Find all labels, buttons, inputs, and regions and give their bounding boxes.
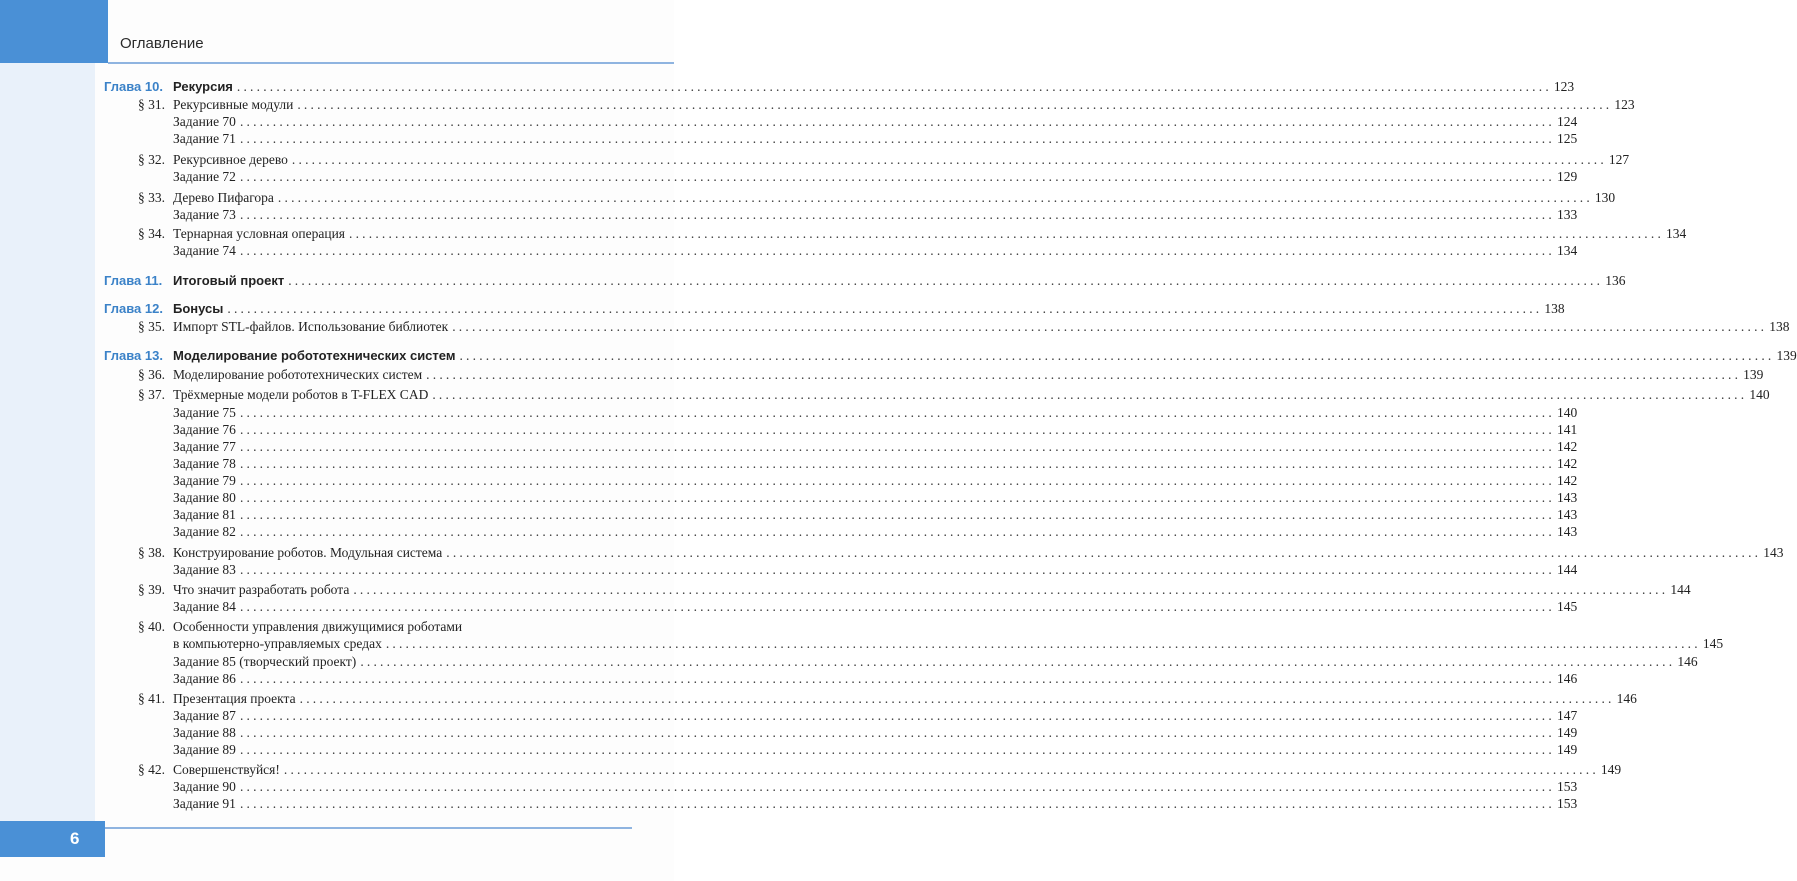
page-reference: 143 [1556, 490, 1578, 505]
entry-title: Задание 75 [173, 405, 236, 420]
entry-title: Особенности управления движущимися роботами [173, 619, 463, 634]
dot-leader: ........................................................................................................................................................................................................ [239, 779, 1555, 794]
dot-leader: ........................................................................................................................................................................................................ [239, 507, 1555, 522]
page-reference: 149 [1556, 725, 1578, 740]
toc-chapter-row [0, 347, 1797, 364]
page-reference: 133 [1556, 207, 1578, 222]
dot-leader: ........................................................................................................................................................................................................ [239, 725, 1555, 740]
section-label: § 33. [138, 190, 165, 205]
page-reference: 142 [1556, 456, 1578, 471]
toc-entry [173, 438, 1578, 455]
page-reference: 149 [1600, 762, 1622, 777]
toc-entry [173, 225, 1687, 242]
toc-entry [173, 189, 1616, 206]
page-reference: 139 [1743, 367, 1764, 382]
toc-entry [173, 506, 1578, 523]
chapter-title: Итоговый проект [173, 273, 285, 288]
dot-leader: ........................................................................................................................................................................................................ [239, 473, 1555, 488]
chapter-title: Рекурсия [173, 79, 233, 94]
section-label: § 34. [138, 226, 165, 241]
toc-entry [173, 741, 1578, 758]
section-label: § 37. [138, 387, 165, 402]
toc-entry [173, 761, 1622, 778]
page-reference: 130 [1594, 190, 1616, 205]
toc-entry [173, 670, 1578, 687]
toc-task-row [0, 206, 1578, 223]
dot-leader: ........................................................................................................................................................................................................ [452, 319, 1768, 334]
entry-title-continuation: в компьютерно-управляемых средах [173, 636, 382, 651]
page-reference: 136 [1605, 273, 1626, 288]
dot-leader: ........................................................................................................................................................................................................ [432, 387, 1748, 402]
toc-entry [173, 489, 1578, 506]
toc-task-row [0, 506, 1578, 523]
page-reference: 145 [1702, 636, 1724, 651]
page-reference: 143 [1763, 545, 1784, 560]
toc-task-row [0, 438, 1578, 455]
page-number: 6 [70, 829, 80, 848]
dot-leader: ........................................................................................................................................................................................................ [239, 796, 1555, 811]
toc-entry [173, 523, 1578, 540]
toc-entry [173, 795, 1578, 812]
toc-entry [173, 724, 1578, 741]
entry-title: Дерево Пифагора [173, 190, 274, 205]
section-label: § 32. [138, 152, 165, 167]
page-reference: 129 [1556, 169, 1578, 184]
page-reference: 134 [1666, 226, 1687, 241]
dot-leader: ........................................................................................................................................................................................................ [227, 301, 1543, 316]
dot-leader: ........................................................................................................................................................................................................ [239, 456, 1555, 471]
section-label: § 35. [138, 319, 165, 334]
dot-leader: ........................................................................................................................................................................................................ [239, 207, 1555, 222]
entry-title: Конструирование роботов. Модульная система [173, 545, 443, 560]
chapter-label: Глава 10. [104, 79, 163, 94]
toc-task-row [0, 670, 1578, 687]
page-reference: 146 [1616, 691, 1637, 706]
entry-title: Задание 72 [173, 169, 236, 184]
toc-task-row [0, 598, 1578, 615]
entry-title: Презентация проекта [173, 691, 296, 706]
section-label: § 42. [138, 762, 165, 777]
toc-section-row [0, 690, 1637, 707]
entry-title: Задание 79 [173, 473, 236, 488]
toc-task-row [0, 130, 1578, 147]
toc-task-row [0, 653, 1698, 670]
section-label: § 36. [138, 367, 165, 382]
dot-leader: ........................................................................................................................................................................................................ [288, 273, 1604, 288]
toc-entry [173, 581, 1691, 598]
entry-title: Задание 90 [173, 779, 236, 794]
dot-leader: ........................................................................................................................................................................................................ [426, 367, 1742, 382]
entry-title: Рекурсивное дерево [173, 152, 288, 167]
page-reference: 123 [1614, 97, 1635, 112]
page-reference: 138 [1769, 319, 1790, 334]
section-label: § 38. [138, 545, 165, 560]
toc-section-row [0, 544, 1784, 561]
chapter-title: Моделирование робототехнических систем [173, 348, 456, 363]
toc-task-row [0, 489, 1578, 506]
entry-title: Задание 91 [173, 796, 236, 811]
toc-section-row [0, 318, 1790, 335]
toc-entry [173, 168, 1578, 185]
section-label: § 40. [138, 619, 165, 634]
page-reference: 145 [1556, 599, 1578, 614]
toc-section-row [0, 581, 1691, 598]
page-reference: 140 [1749, 387, 1770, 402]
page-reference: 123 [1553, 79, 1575, 94]
toc-section-row [0, 151, 1630, 168]
chapter-label: Глава 11. [104, 273, 163, 288]
toc-entry [173, 778, 1578, 795]
toc-task-row [0, 455, 1578, 472]
entry-title: Задание 80 [173, 490, 236, 505]
toc-task-row [0, 778, 1578, 795]
entry-title: Что значит разработать робота [173, 582, 350, 597]
toc-entry [173, 78, 1575, 95]
dot-leader: ........................................................................................................................................................................................................ [239, 708, 1555, 723]
dot-leader: ........................................................................................................................................................................................................ [239, 439, 1555, 454]
toc-task-row [0, 472, 1578, 489]
toc-entry [173, 386, 1770, 403]
dot-leader: ........................................................................................................................................................................................................ [299, 691, 1615, 706]
page-reference: 124 [1556, 114, 1578, 129]
toc-entry [173, 561, 1578, 578]
dot-leader: ........................................................................................................................................................................................................ [239, 422, 1555, 437]
dot-leader: ........................................................................................................................................................................................................ [239, 524, 1555, 539]
page-reference: 149 [1556, 742, 1578, 757]
page-reference: 140 [1556, 405, 1578, 420]
chapter-title: Бонусы [173, 301, 224, 316]
entry-title: Задание 89 [173, 742, 236, 757]
dot-leader: ........................................................................................................................................................................................................ [236, 79, 1552, 94]
toc-task-row [0, 168, 1578, 185]
toc-entry [173, 130, 1578, 147]
entry-title: Совершенствуйся! [173, 762, 280, 777]
toc-entry [173, 472, 1578, 489]
dot-leader: ........................................................................................................................................................................................................ [297, 97, 1613, 112]
page-reference: 144 [1670, 582, 1691, 597]
entry-title: Задание 83 [173, 562, 236, 577]
entry-title: Задание 73 [173, 207, 236, 222]
toc-section-row [0, 225, 1687, 242]
entry-title: Задание 70 [173, 114, 236, 129]
toc-entry [173, 151, 1630, 168]
entry-title: Задание 84 [173, 599, 236, 614]
chapter-label: Глава 12. [104, 301, 163, 316]
section-label: § 39. [138, 582, 165, 597]
toc-task-row [0, 523, 1578, 540]
entry-title: Тернарная условная операция [173, 226, 346, 241]
page-reference: 125 [1556, 131, 1578, 146]
toc-entry [173, 318, 1790, 335]
dot-leader: ........................................................................................................................................................................................................ [283, 762, 1599, 777]
toc-entry [173, 635, 1724, 652]
toc-task-row [0, 113, 1578, 130]
toc-entry [173, 272, 1626, 289]
entry-title: Задание 78 [173, 456, 236, 471]
dot-leader: ........................................................................................................................................................................................................ [360, 654, 1676, 669]
toc-section-row [0, 761, 1622, 778]
entry-title: Задание 82 [173, 524, 236, 539]
entry-title: Задание 87 [173, 708, 236, 723]
toc-entry [173, 96, 1635, 113]
page-reference: 141 [1556, 422, 1578, 437]
toc-entry [173, 242, 1578, 259]
page-reference: 127 [1608, 152, 1630, 167]
toc-chapter-row [0, 300, 1565, 317]
entry-title: Задание 85 (творческий проект) [173, 654, 357, 669]
toc-entry [173, 707, 1578, 724]
toc-entry [173, 421, 1578, 438]
toc-section-row [0, 96, 1635, 113]
dot-leader: ........................................................................................................................................................................................................ [239, 490, 1555, 505]
page-reference: 143 [1556, 507, 1578, 522]
page-reference: 146 [1677, 654, 1698, 669]
toc-entry [173, 653, 1698, 670]
toc-entry [173, 598, 1578, 615]
toc-entry [173, 404, 1578, 421]
dot-leader: ........................................................................................................................................................................................................ [277, 190, 1593, 205]
entry-title: Задание 88 [173, 725, 236, 740]
entry-title: Задание 71 [173, 131, 236, 146]
toc-task-row [0, 707, 1578, 724]
dot-leader: ........................................................................................................................................................................................................ [385, 636, 1701, 651]
dot-leader: ........................................................................................................................................................................................................ [239, 742, 1555, 757]
toc-section-row [0, 618, 674, 635]
toc-section-row [0, 386, 1770, 403]
page-reference: 153 [1556, 779, 1578, 794]
dot-leader: ........................................................................................................................................................................................................ [291, 152, 1607, 167]
page-title: Оглавление [120, 35, 204, 52]
page-reference: 134 [1556, 243, 1578, 258]
dot-leader: ........................................................................................................................................................................................................ [353, 582, 1669, 597]
entry-title: Задание 77 [173, 439, 236, 454]
entry-title: Задание 81 [173, 507, 236, 522]
toc-section-row [0, 189, 1616, 206]
toc-task-row [0, 795, 1578, 812]
toc-entry [173, 366, 1764, 383]
toc-task-row [0, 421, 1578, 438]
toc-entry [173, 347, 1797, 364]
page-reference: 142 [1556, 473, 1578, 488]
page-reference: 144 [1556, 562, 1578, 577]
toc-task-row [0, 724, 1578, 741]
page-reference: 138 [1544, 301, 1565, 316]
entry-title: Задание 74 [173, 243, 236, 258]
dot-leader: ........................................................................................................................................................................................................ [459, 348, 1775, 363]
toc-task-row [0, 242, 1578, 259]
page-reference: 153 [1556, 796, 1578, 811]
toc-entry [173, 206, 1578, 223]
page-reference: 146 [1556, 671, 1578, 686]
dot-leader: ........................................................................................................................................................................................................ [349, 226, 1665, 241]
toc-chapter-row [0, 272, 1626, 289]
dot-leader: ........................................................................................................................................................................................................ [446, 545, 1762, 560]
toc-entry [173, 690, 1637, 707]
entry-title: Трёхмерные модели роботов в T-FLEX CAD [173, 387, 429, 402]
toc-task-row [0, 404, 1578, 421]
toc-entry [173, 113, 1578, 130]
toc-section-row [0, 366, 1764, 383]
page-reference: 143 [1556, 524, 1578, 539]
dot-leader: ........................................................................................................................................................................................................ [239, 671, 1555, 686]
toc-section-row-continued [0, 635, 1724, 652]
toc-entry [173, 544, 1784, 561]
page-reference: 147 [1556, 708, 1578, 723]
dot-leader: ........................................................................................................................................................................................................ [239, 131, 1555, 146]
dot-leader: ........................................................................................................................................................................................................ [239, 243, 1555, 258]
toc-task-row [0, 741, 1578, 758]
page-reference: 142 [1556, 439, 1578, 454]
toc-task-row [0, 561, 1578, 578]
toc-entry [173, 455, 1578, 472]
entry-title: Задание 86 [173, 671, 236, 686]
entry-title: Задание 76 [173, 422, 236, 437]
dot-leader: ........................................................................................................................................................................................................ [239, 405, 1555, 420]
entry-title: Рекурсивные модули [173, 97, 294, 112]
entry-title: Моделирование робототехнических систем [173, 367, 423, 382]
toc-chapter-row [0, 78, 1575, 95]
chapter-label: Глава 13. [104, 348, 163, 363]
section-label: § 41. [138, 691, 165, 706]
dot-leader: ........................................................................................................................................................................................................ [239, 169, 1555, 184]
entry-title: Импорт STL-файлов. Использование библиотек [173, 319, 449, 334]
page-reference: 139 [1776, 348, 1797, 363]
dot-leader: ........................................................................................................................................................................................................ [239, 599, 1555, 614]
dot-leader: ........................................................................................................................................................................................................ [239, 562, 1555, 577]
toc-entry [173, 300, 1565, 317]
section-label: § 31. [138, 97, 165, 112]
dot-leader: ........................................................................................................................................................................................................ [239, 114, 1555, 129]
